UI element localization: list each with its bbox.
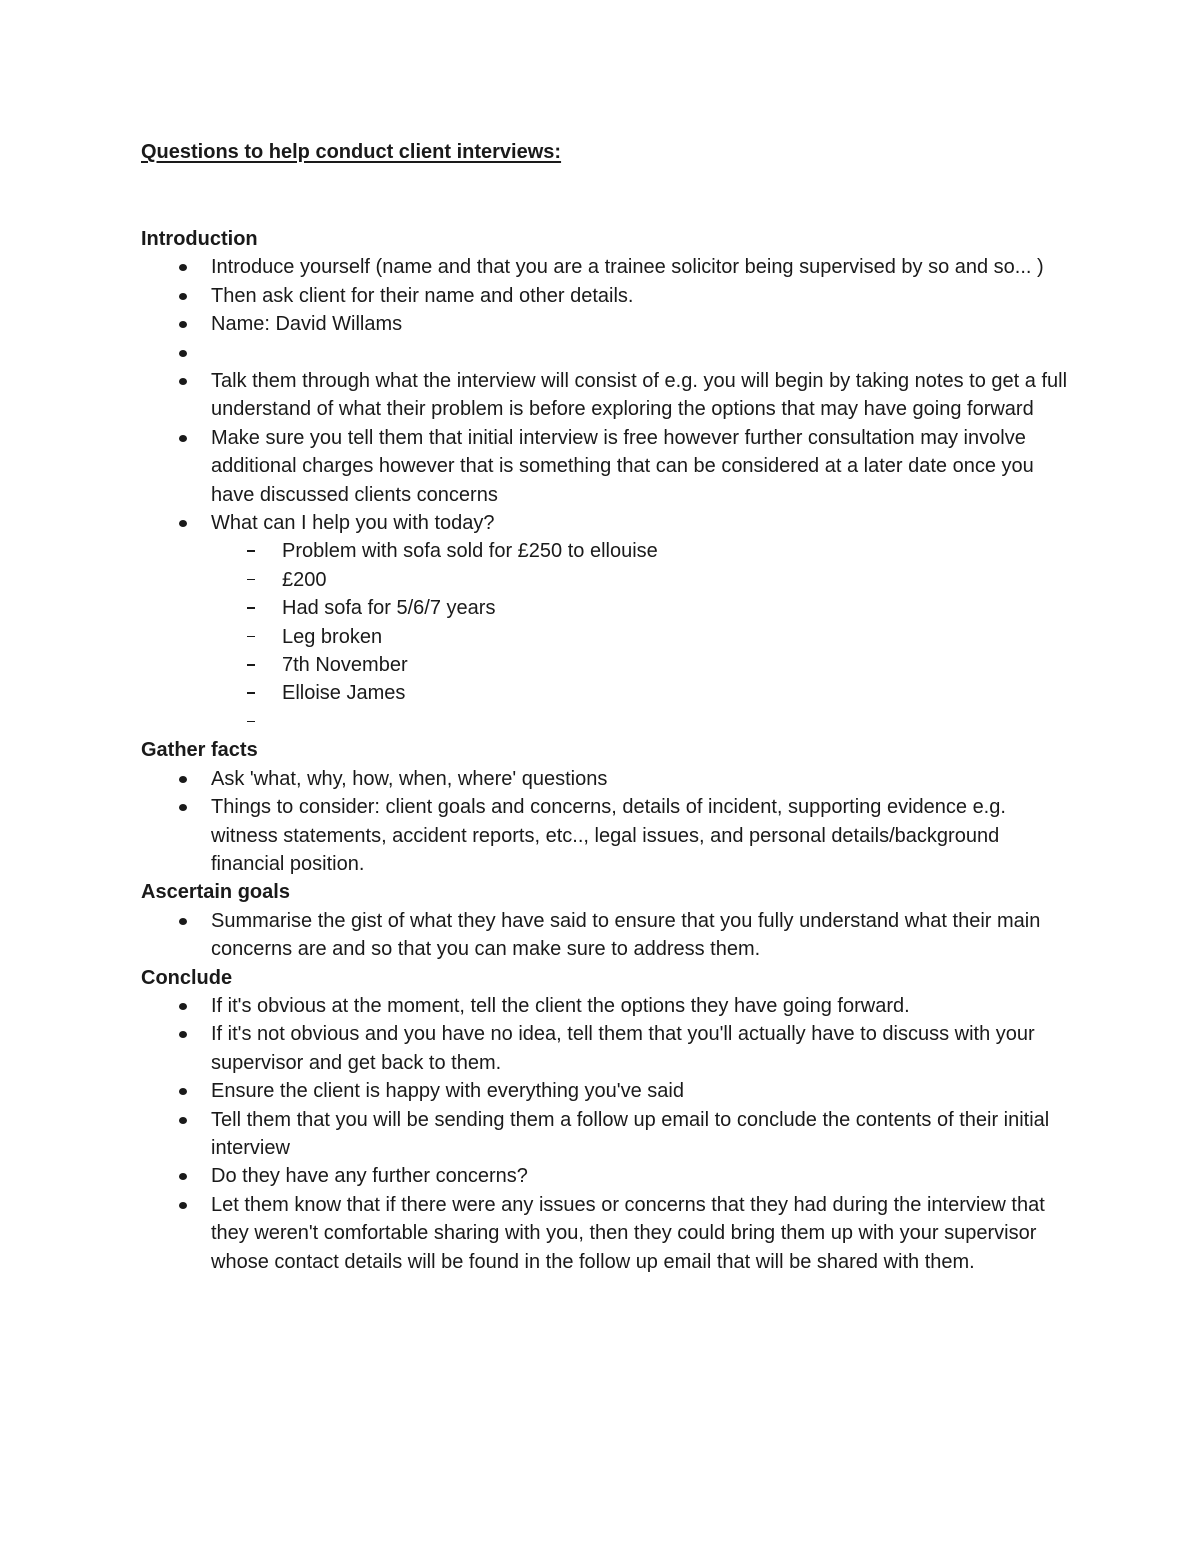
bullet-icon	[179, 321, 187, 328]
list-item	[141, 992, 1071, 1020]
list-item-text: Then ask client for their name and other details.	[211, 284, 634, 307]
section-gather-facts	[141, 736, 1071, 878]
dash-icon	[247, 550, 255, 552]
list-item	[141, 367, 1071, 424]
dash-icon	[247, 579, 255, 581]
list-item-text: Things to consider: client goals and concerns, details of incident, supporting evidence e.g. witness statements, accident reports, etc.., legal issues, and personal details/background financial position.	[211, 796, 1006, 875]
bullet-icon	[179, 1173, 187, 1180]
list-item-text: Summarise the gist of what they have said to ensure that you fully understand what their main concerns are and so that you can make sure to address them.	[211, 909, 1041, 961]
section-conclude	[141, 964, 1071, 1276]
list-item	[141, 253, 1071, 281]
list-item	[141, 1020, 1071, 1077]
sub-list-item-text: Leg broken	[282, 625, 383, 648]
bullet-icon	[179, 804, 187, 811]
bullet-icon	[179, 435, 187, 442]
bullet-list	[141, 765, 1071, 879]
sub-list-item	[141, 537, 1071, 565]
bullet-list	[141, 907, 1071, 964]
bullet-icon	[179, 1003, 187, 1010]
sub-list-item	[141, 566, 1071, 594]
document-body	[141, 225, 1071, 1276]
section-ascertain-goals	[141, 878, 1071, 963]
section-heading: Gather facts	[141, 739, 258, 762]
sub-list-item-text: Had sofa for 5/6/7 years	[282, 597, 496, 620]
sub-list-item-text: Problem with sofa sold for £250 to ellouise	[282, 540, 658, 563]
list-item	[141, 765, 1071, 793]
section-heading: Ascertain goals	[141, 881, 290, 904]
sub-list-item	[141, 679, 1071, 707]
list-item	[141, 424, 1071, 509]
dash-icon	[247, 636, 255, 638]
list-item-text: Make sure you tell them that initial interview is free however further consultation may involve additional charges however that is something that can be considered at a later date once you have discussed clients concerns	[211, 426, 1034, 506]
dash-icon	[247, 721, 255, 723]
sub-list-item-text: 7th November	[282, 654, 408, 677]
sub-list-item-text: £200	[282, 568, 327, 591]
sub-list-item	[141, 651, 1071, 679]
list-item-text: Let them know that if there were any issues or concerns that they had during the interview that they weren't comfortable sharing with you, then they could bring them up with your supervisor whose contact details will be found in the follow up email that will be shared with them.	[211, 1193, 1045, 1273]
bullet-icon	[179, 520, 187, 527]
list-item-text: Do they have any further concerns?	[211, 1165, 528, 1188]
dash-icon	[247, 664, 255, 666]
list-item	[141, 1162, 1071, 1190]
list-item	[141, 509, 1071, 537]
list-item	[141, 339, 1071, 367]
list-item-text: If it's obvious at the moment, tell the client the options they have going forward.	[211, 994, 910, 1017]
sub-list-item	[141, 594, 1071, 622]
bullet-list	[141, 992, 1071, 1276]
list-item	[141, 310, 1071, 338]
bullet-icon	[179, 1088, 187, 1095]
page-title: Questions to help conduct client interviews:	[141, 141, 562, 163]
dash-icon	[247, 607, 255, 609]
bullet-icon	[179, 1202, 187, 1209]
section-heading: Introduction	[141, 228, 258, 250]
sub-list-item	[141, 708, 1071, 736]
list-item	[141, 1106, 1071, 1163]
bullet-icon	[179, 776, 187, 783]
bullet-icon	[179, 1031, 187, 1038]
sub-list-item	[141, 623, 1071, 651]
list-item-text: If it's not obvious and you have no idea, tell them that you'll actually have to discuss with your supervisor and get back to them.	[211, 1023, 1035, 1074]
list-item-text: Tell them that you will be sending them a follow up email to conclude the contents of their initial interview	[211, 1108, 1050, 1159]
list-item	[141, 793, 1071, 878]
section-introduction	[141, 225, 1071, 736]
bullet-icon	[179, 350, 187, 357]
dash-icon	[247, 692, 255, 694]
bullet-list	[141, 253, 1071, 537]
bullet-icon	[179, 264, 187, 271]
list-item	[141, 282, 1071, 310]
list-item	[141, 1191, 1071, 1276]
bullet-icon	[179, 378, 187, 385]
sub-list	[141, 537, 1071, 736]
bullet-icon	[179, 1117, 187, 1124]
list-item-text: Ensure the client is happy with everything you've said	[211, 1080, 684, 1103]
list-item-text: What can I help you with today?	[211, 512, 495, 535]
list-item	[141, 907, 1071, 964]
section-heading: Conclude	[141, 966, 233, 989]
list-item-text: Ask 'what, why, how, when, where' questions	[211, 767, 608, 790]
sub-list-item-text: Elloise James	[282, 682, 406, 705]
list-item-text: Introduce yourself (name and that you are a trainee solicitor being supervised by so and so... )	[211, 256, 1044, 279]
bullet-icon	[179, 293, 187, 300]
bullet-icon	[179, 918, 187, 925]
list-item-text: Name: David Willams	[211, 313, 403, 336]
list-item	[141, 1077, 1071, 1105]
list-item-text: Talk them through what the interview will consist of e.g. you will begin by taking notes to get a full understand of what their problem is before exploring the options that may have going forward	[211, 370, 1068, 421]
